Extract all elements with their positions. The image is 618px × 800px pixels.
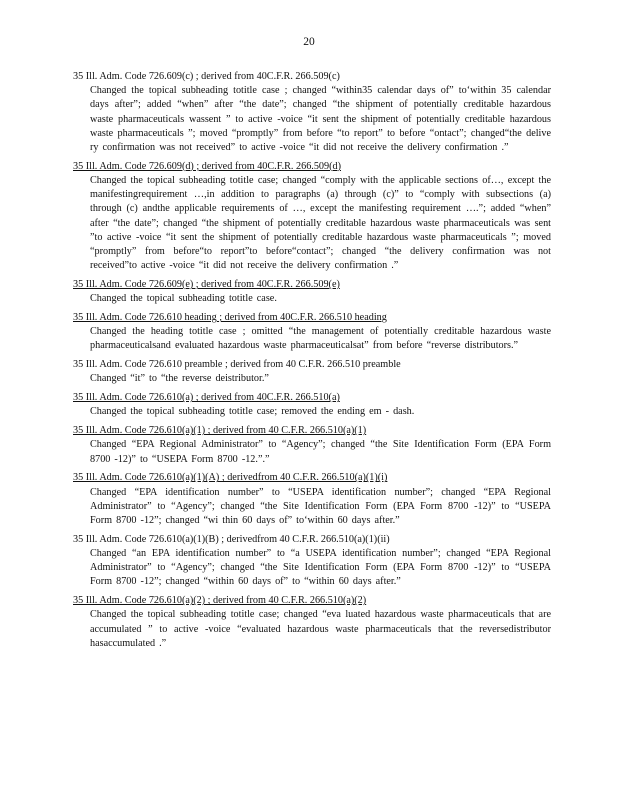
entry-body: Changed the topical subheading totitle case; removed the ending em - dash. xyxy=(90,406,415,418)
entry-726-609-d xyxy=(73,160,551,274)
entry-726-610-a-1 xyxy=(73,424,551,467)
entry-726-610-a-1-B xyxy=(73,533,551,590)
entry-body: Changed “it” to “the reverse deistributor.” xyxy=(90,373,269,385)
entry-heading: 35 Ill. Adm. Code 726.610(a) ; derived from 40C.F.R. 266.510(a) xyxy=(73,392,340,404)
entry-heading: 35 Ill. Adm. Code 726.609(d) ; derived from 40C.F.R. 266.509(d) xyxy=(73,160,341,172)
entry-726-610-a-1-A xyxy=(73,471,551,528)
page-number: 20 xyxy=(303,36,315,48)
entry-heading: 35 Ill. Adm. Code 726.610(a)(1) ; derived from 40 C.F.R. 266.510(a)(1) xyxy=(73,425,367,437)
document-body xyxy=(73,70,551,656)
entry-726-610-a-2 xyxy=(73,594,551,651)
entry-heading: 35 Ill. Adm. Code 726.610(a)(1)(B) ; derivedfrom 40 C.F.R. 266.510(a)(1)(ii) xyxy=(73,533,390,545)
entry-body: Changed the topical subheading totitle case. xyxy=(90,293,277,305)
entry-heading: 35 Ill. Adm. Code 726.610(a)(2) ; derived from 40 C.F.R. 266.510(a)(2) xyxy=(73,595,367,607)
entry-body: Changed the heading totitle case ; omitted “the management of potentially creditable hazardous waste pharmaceuticalsand evaluated hazardous waste pharmaceuticalsat” from before “reverse distributors.” xyxy=(90,326,551,352)
entry-726-610-preamble xyxy=(73,358,551,386)
entry-726-609-e xyxy=(73,278,551,306)
entry-726-610-a xyxy=(73,391,551,419)
entry-body: Changed the topical subheading totitle case; changed “comply with the applicable sections of…, except the manifestingrequirement …,in addition to paragraphs (a) through (c)” to “comply with subsections (a) through (c) andthe applicable requirements of …, except the manifesting requirement ….”; added “when” after “the date”; changed “the shipment of potentially creditable hazardous waste pharmaceuticals was sent ”to active -voice “it sent the shipment of potentially creditable hazardous waste pharmaceuticals ”; moved “promptly” from before“to report”to before“contact”; changed “the delivery confirmation was not received”to active -voice “it did not receive the delivery confirmation .” xyxy=(90,175,551,272)
entry-heading: 35 Ill. Adm. Code 726.609(e) ; derived from 40C.F.R. 266.509(e) xyxy=(73,279,340,291)
entry-726-610-heading xyxy=(73,311,551,354)
entry-body: Changed “an EPA identification number” to “a USEPA identification number”; changed “EPA Regional Administrator” to “Agency”; changed “the Site Identification Form (EPA Form 8700 -12)” to “USEPA Form 8700 -12”; changed “within 60 days of” to “within 60 days after.” xyxy=(90,548,551,588)
entry-body: Changed “EPA Regional Administrator” to “Agency”; changed “the Site Identification Form (EPA Form 8700 -12)” to “USEPA Form 8700 -12.”.” xyxy=(90,439,551,465)
entry-heading: 35 Ill. Adm. Code 726.609(c) ; derived from 40C.F.R. 266.509(c) xyxy=(73,71,340,82)
entry-body: Changed “EPA identification number” to “USEPA identification number”; changed “EPA Regional Administrator” to “Agency”; changed “the Site Identification Form (EPA Form 8700 -12)” to “USEPA Form 8700 -12”; changed “wi thin 60 days of” to‘within 60 days after.” xyxy=(90,486,551,527)
entry-heading: 35 Ill. Adm. Code 726.610(a)(1)(A) ; derivedfrom 40 C.F.R. 266.510(a)(1)(i) xyxy=(73,472,388,484)
entry-body: Changed the topical subheading totitle case; changed “eva luated hazardous waste pharmaceuticals that are accumulated ” to active -voice “evaluated hazardous waste pharmaceuticals that the reversedistributor hasaccumulated .” xyxy=(90,609,551,649)
entry-heading: 35 Ill. Adm. Code 726.610 heading ; derived from 40C.F.R. 266.510 heading xyxy=(73,312,387,324)
entry-heading: 35 Ill. Adm. Code 726.610 preamble ; derived from 40 C.F.R. 266.510 preamble xyxy=(73,359,401,371)
entry-726-609-c xyxy=(73,70,551,155)
entry-body: Changed the topical subheading totitle case ; changed “within35 calendar days of” to‘within 35 calendar days after”; added “when” after “the date”; changed “the shipment of potentially creditable hazardous waste pharmaceuticals wassent ” to active -voice “it sent the shipment of potentially creditable hazardous waste pharmaceuticals ”; moved “promptly” from before “to report” to before “ontact”; changed“the delive ry confirmation was not received” to active -voice “it did not receive the delivery confirmation .” xyxy=(90,85,551,154)
